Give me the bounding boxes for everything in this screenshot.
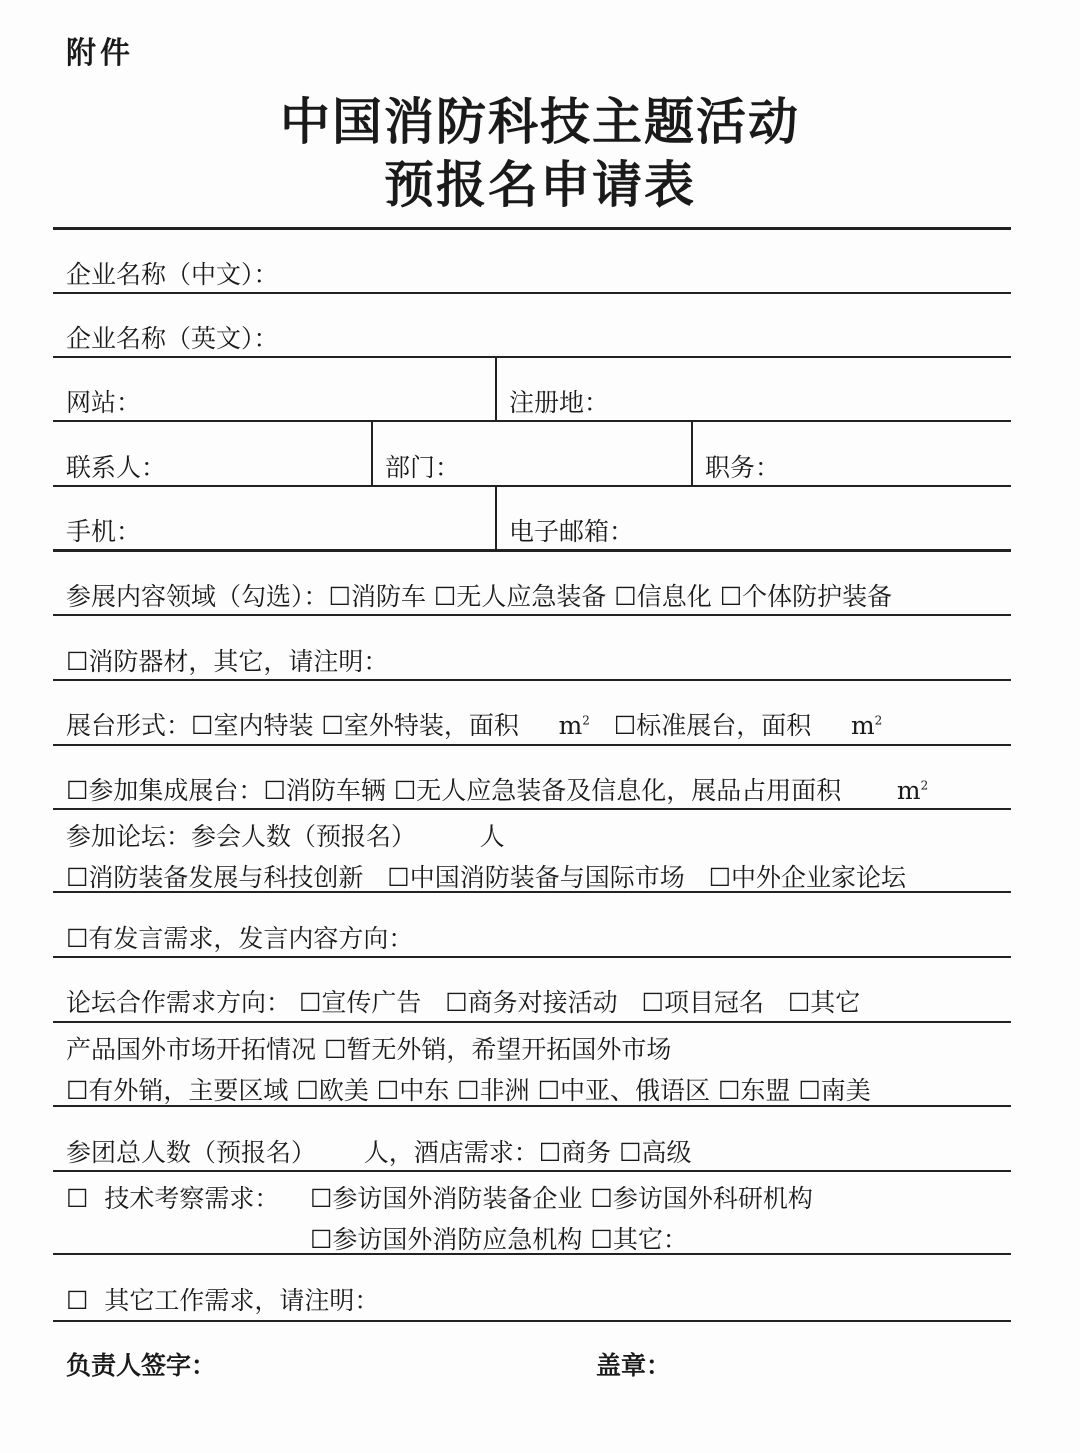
rule-top: [53, 227, 1011, 230]
booth-row: [66, 706, 882, 742]
rule-bottom: [53, 1320, 1011, 1322]
rule: [53, 744, 1011, 746]
delegation-unit-hotel: 人，酒店需求：: [363, 1138, 539, 1167]
market-label: 产品国外市场开拓情况: [66, 1035, 317, 1064]
divider: [495, 356, 497, 421]
checkbox-group-booth[interactable]: ☐ 参加集成展台：: [66, 776, 263, 805]
market-row: [66, 1030, 671, 1066]
area-unit: m: [896, 776, 921, 805]
registered-place-field[interactable]: 注册地：: [509, 388, 610, 417]
checkbox-has-export[interactable]: ☐ 有外销，主要区域: [66, 1076, 288, 1105]
checkbox-ppe[interactable]: ☐ 个体防护装备: [720, 582, 892, 611]
checkbox-informatization[interactable]: ☐ 信息化: [614, 582, 711, 611]
checkbox-region-euam[interactable]: ☐ 欧美: [296, 1076, 368, 1105]
checkbox-standard-booth[interactable]: ☐ 标准展台，面积: [614, 711, 811, 740]
rule: [53, 1170, 1011, 1172]
forum-row: [66, 817, 505, 853]
rule: [53, 1021, 1011, 1023]
checkbox-visit-equipment[interactable]: ☐ 参访国外消防装备企业: [310, 1184, 582, 1213]
checkbox-coop-naming[interactable]: ☐ 项目冠名: [642, 988, 764, 1017]
checkbox-visit-research[interactable]: ☐ 参访国外科研机构: [590, 1184, 812, 1213]
website-field[interactable]: 网站：: [66, 388, 142, 417]
booth-label: 展台形式：: [66, 711, 192, 740]
mobile-field[interactable]: 手机：: [66, 517, 142, 546]
checkbox-region-africa[interactable]: ☐ 非洲: [457, 1076, 529, 1105]
checkbox-group-vehicle[interactable]: ☐ 消防车辆: [263, 776, 385, 805]
market-regions-row: [66, 1071, 871, 1107]
checkbox-inspection[interactable]: ☐ 技术考察需求：: [66, 1184, 280, 1213]
checkbox-hotel-business[interactable]: ☐ 商务: [539, 1138, 611, 1167]
checkbox-region-south-america[interactable]: ☐ 南美: [798, 1076, 870, 1105]
contact-field[interactable]: 联系人：: [66, 453, 167, 482]
attachment-label: 附件: [66, 36, 134, 71]
divider: [691, 420, 693, 486]
area-unit-sup: 2: [582, 713, 590, 728]
signer-label: 负责人签字：: [66, 1351, 217, 1380]
checkbox-region-asean[interactable]: ☐ 东盟: [718, 1076, 790, 1105]
company-en-field[interactable]: 企业名称（英文）：: [66, 324, 279, 353]
rule: [53, 614, 1011, 616]
delegation-row: [66, 1133, 692, 1169]
checkbox-indoor[interactable]: ☐ 室内特装: [191, 711, 313, 740]
forum-label: 参加论坛：参会人数（预报名）: [66, 822, 417, 851]
forum-coop-row: [66, 983, 860, 1019]
rule: [53, 356, 1011, 358]
group-booth-row: [66, 771, 928, 807]
checkbox-visit-other[interactable]: ☐ 其它：: [590, 1225, 687, 1254]
checkbox-coop-other[interactable]: ☐ 其它: [788, 988, 860, 1017]
checkbox-hotel-premium[interactable]: ☐ 高级: [619, 1138, 691, 1167]
forum-person-unit: 人: [479, 822, 505, 851]
checkbox-coop-ads[interactable]: ☐ 宣传广告: [299, 988, 421, 1017]
speech-row: [66, 919, 413, 955]
form-title-line1: 中国消防科技主题活动: [280, 92, 800, 151]
checkbox-group-drone[interactable]: ☐ 无人应急装备及信息化，展品占用面积: [394, 776, 841, 805]
checkbox-outdoor[interactable]: ☐ 室外特装，面积: [321, 711, 518, 740]
rule: [53, 292, 1011, 294]
rule: [53, 420, 1011, 422]
seal-label: 盖章：: [596, 1351, 672, 1380]
inspection-label: 技术考察需求：: [104, 1184, 280, 1213]
checkbox-other-needs[interactable]: ☐ 其它工作需求，请注明：: [66, 1286, 380, 1315]
checkbox-speech[interactable]: ☐ 有发言需求，发言内容方向：: [66, 924, 413, 953]
checkbox-drone-equipment[interactable]: ☐ 无人应急装备: [434, 582, 606, 611]
inspection-row-2: [310, 1220, 688, 1256]
exhibit-areas-label: 参展内容领域（勾选）：: [66, 582, 329, 611]
exhibit-equipment-row: [66, 642, 388, 678]
checkbox-region-central-asia[interactable]: ☐ 中亚、俄语区: [538, 1076, 710, 1105]
other-needs-label: 其它工作需求，请注明：: [104, 1286, 380, 1315]
rule: [53, 808, 1011, 810]
divider: [371, 420, 373, 486]
inspection-row-1: [310, 1179, 813, 1215]
exhibit-areas-row: [66, 577, 892, 613]
area-unit-sup: 2: [920, 778, 929, 793]
rule: [53, 549, 1011, 552]
forum-options-row: [66, 858, 906, 894]
area-unit: m: [850, 711, 875, 740]
forum-coop-label: 论坛合作需求方向：: [66, 988, 292, 1017]
rule: [53, 679, 1011, 681]
checkbox-no-export[interactable]: ☐ 暂无外销，希望开拓国外市场: [324, 1035, 671, 1064]
area-unit-sup: 2: [874, 713, 883, 728]
checkbox-forum-innovation[interactable]: ☐ 消防装备发展与科技创新: [66, 863, 363, 892]
area-unit: m: [558, 711, 583, 740]
form-title-line2: 预报名申请表: [384, 155, 696, 214]
checkbox-visit-emergency[interactable]: ☐ 参访国外消防应急机构: [310, 1225, 582, 1254]
company-cn-field[interactable]: 企业名称（中文）：: [66, 260, 279, 289]
department-field[interactable]: 部门：: [385, 453, 461, 482]
checkbox-coop-business[interactable]: ☐ 商务对接活动: [445, 988, 617, 1017]
divider: [495, 485, 497, 550]
delegation-label: 参团总人数（预报名）: [66, 1138, 317, 1167]
rule: [53, 956, 1011, 958]
position-field[interactable]: 职务：: [705, 453, 781, 482]
rule: [53, 485, 1011, 487]
checkbox-forum-international[interactable]: ☐ 中国消防装备与国际市场: [387, 863, 684, 892]
checkbox-forum-entrepreneur[interactable]: ☐ 中外企业家论坛: [709, 863, 906, 892]
checkbox-region-mideast[interactable]: ☐ 中东: [377, 1076, 449, 1105]
email-field[interactable]: 电子邮箱：: [509, 517, 635, 546]
checkbox-fire-truck[interactable]: ☐ 消防车: [329, 582, 426, 611]
checkbox-fire-equipment[interactable]: ☐ 消防器材，其它，请注明：: [66, 647, 388, 676]
